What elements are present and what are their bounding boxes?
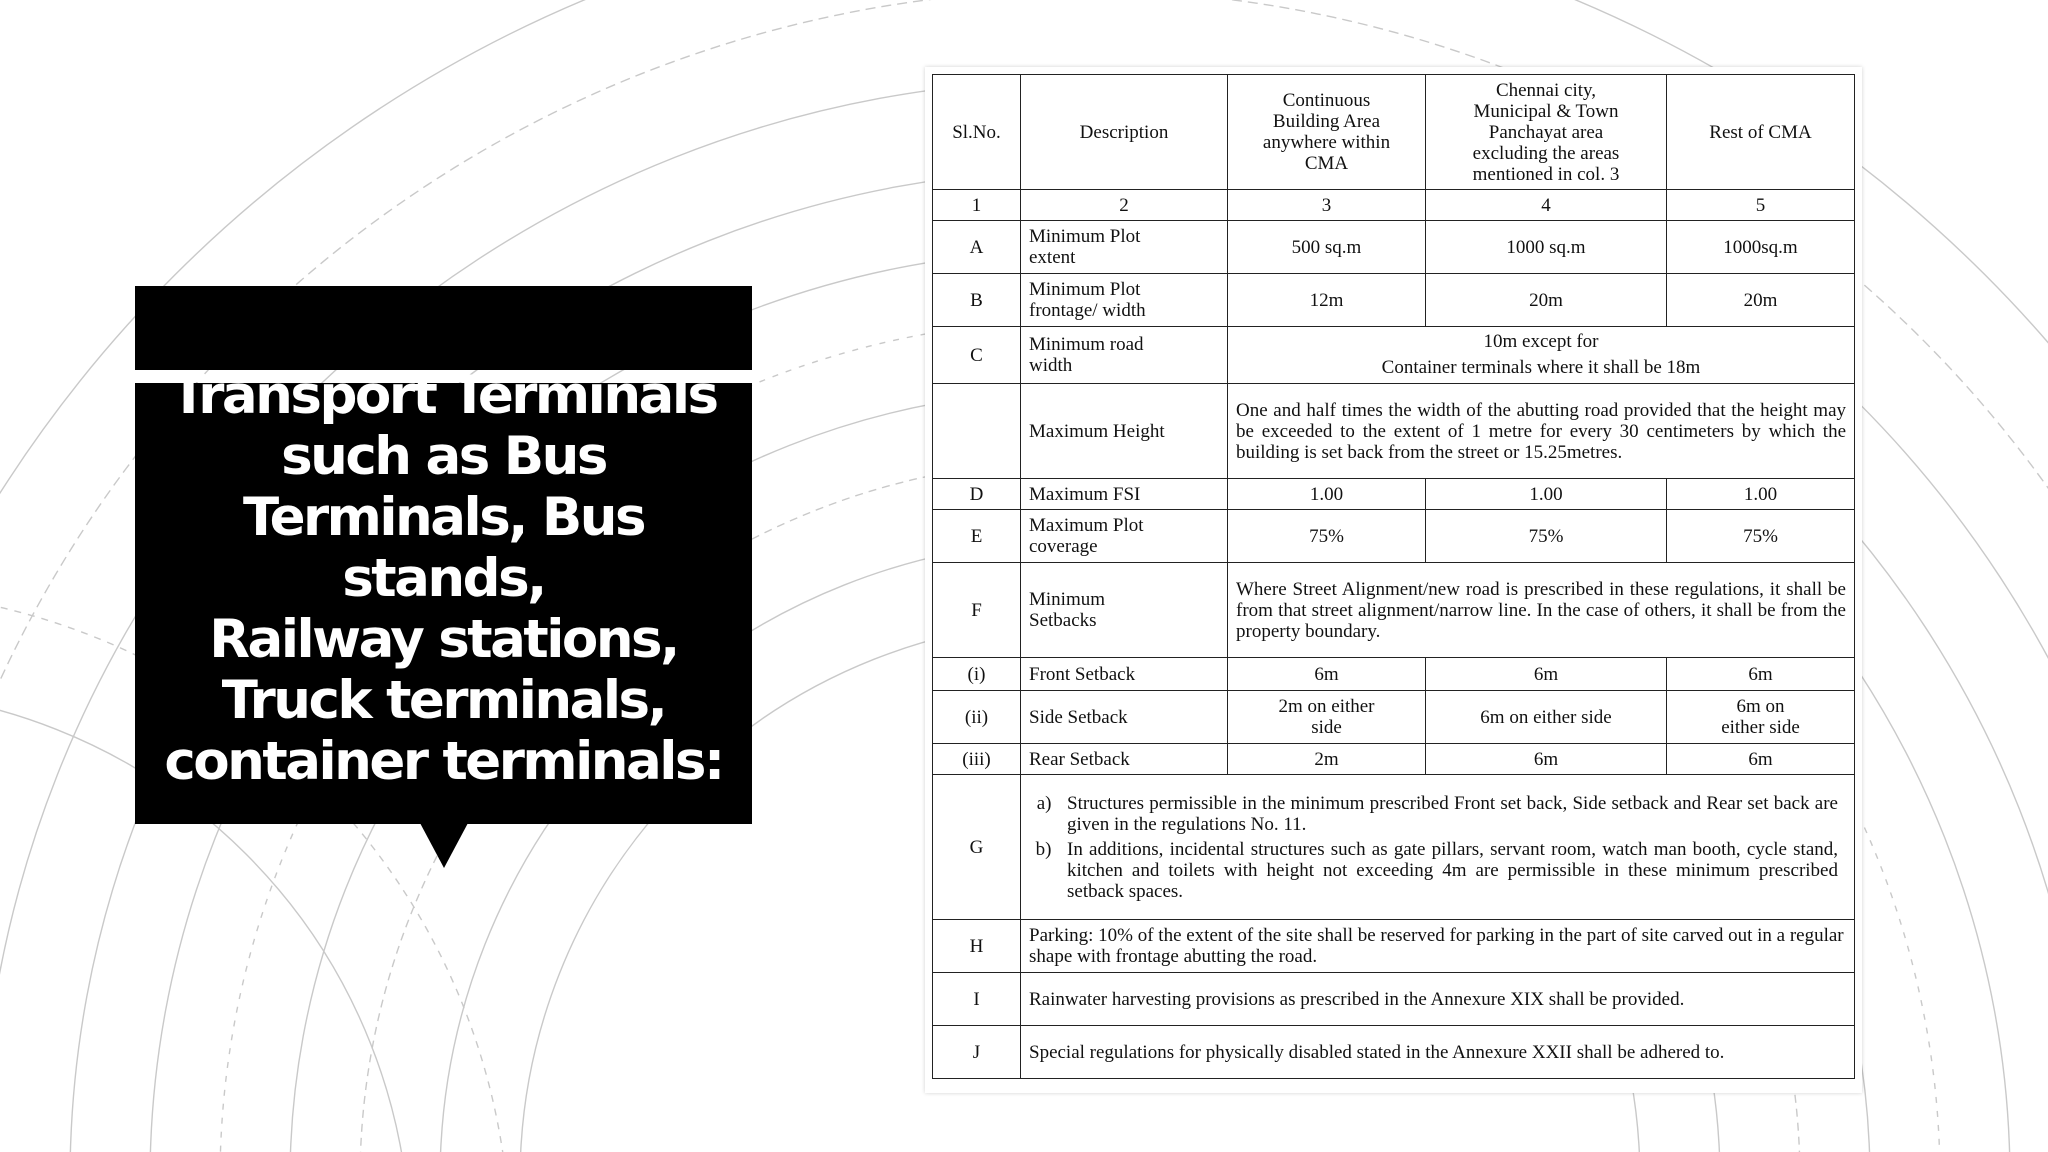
table-row-f — [933, 563, 1855, 658]
column-number-row — [933, 190, 1855, 221]
table-row-h — [933, 920, 1855, 973]
cell-merged: Where Street Alignment/new road is prescribed in these regulations, it shall be from that street alignment/narrow line. In the case of others, it shall be from the property boundary. — [1228, 563, 1855, 658]
cell-merged: 10m except for Container terminals where it shall be 18m — [1228, 327, 1855, 384]
cell-col4: 6m on either side — [1426, 691, 1667, 744]
header-description: Description — [1021, 75, 1228, 190]
cell-col5: 20m — [1667, 274, 1855, 327]
row-sl: F — [933, 563, 1021, 658]
row-description: Maximum FSI — [1021, 479, 1228, 510]
row-description: Side Setback — [1021, 691, 1228, 744]
header-row — [933, 75, 1855, 190]
regulations-table — [932, 74, 1855, 1079]
cell-col4: 1000 sq.m — [1426, 221, 1667, 274]
cell-merged: One and half times the width of the abutting road provided that the height may be exceeded to the extent of 1 metre for every 30 centimeters by which the building is set back from the street or 15.25metres. — [1228, 384, 1855, 479]
row-sl: G — [933, 775, 1021, 920]
header-col5: Rest of CMA — [1667, 75, 1855, 190]
table-row-ii — [933, 691, 1855, 744]
cell-col5: 6m — [1667, 658, 1855, 691]
regulations-table-image — [925, 67, 1862, 1093]
title-callout — [135, 365, 752, 824]
column-number: 1 — [933, 190, 1021, 221]
table-row-d — [933, 479, 1855, 510]
table-row-i — [933, 658, 1855, 691]
cell-merged-list — [1021, 775, 1855, 920]
cell-col4: 75% — [1426, 510, 1667, 563]
row-sl: (iii) — [933, 744, 1021, 775]
row-sl: E — [933, 510, 1021, 563]
table-row-c — [933, 327, 1855, 384]
table-row-a — [933, 221, 1855, 274]
cell-col3: 2m — [1228, 744, 1426, 775]
row-sl — [933, 384, 1021, 479]
cell-col5: 75% — [1667, 510, 1855, 563]
structures-list — [1029, 793, 1838, 902]
cell-merged: Parking: 10% of the extent of the site shall be reserved for parking in the part of site carved out in a regular shape with frontage abutting the road. — [1021, 920, 1855, 973]
cell-col5: 1000sq.m — [1667, 221, 1855, 274]
row-description: Maximum Height — [1021, 384, 1228, 479]
cell-col3: 500 sq.m — [1228, 221, 1426, 274]
table-row-i-rainwater — [933, 973, 1855, 1026]
cell-col5: 6m on either side — [1667, 691, 1855, 744]
table-row-j — [933, 1026, 1855, 1079]
cell-col5: 6m — [1667, 744, 1855, 775]
row-sl: I — [933, 973, 1021, 1026]
cell-col3: 75% — [1228, 510, 1426, 563]
cell-col4: 6m — [1426, 744, 1667, 775]
row-sl: C — [933, 327, 1021, 384]
cell-merged: Special regulations for physically disabled stated in the Annexure XXII shall be adhered to. — [1021, 1026, 1855, 1079]
header-col3: Continuous Building Area anywhere within CMA — [1228, 75, 1426, 190]
cell-col4: 20m — [1426, 274, 1667, 327]
row-description: Rear Setback — [1021, 744, 1228, 775]
table-row-height — [933, 384, 1855, 479]
cell-merged: Rainwater harvesting provisions as prescribed in the Annexure XIX shall be provided. — [1021, 973, 1855, 1026]
header-sl-no: Sl.No. — [933, 75, 1021, 190]
cell-col3: 12m — [1228, 274, 1426, 327]
slide-title: Transport Terminals such as Bus Terminals, Bus stands, Railway stations, Truck terminals, container terminals: — [164, 365, 723, 792]
row-sl: B — [933, 274, 1021, 327]
list-item: b. In additions, incidental structures such as gate pillars, servant room, watch man booth, cycle stand, kitchen and toilets with height not exceeding 4m are permissible in these minimum prescribed setback spaces. — [1061, 839, 1838, 902]
row-description: Minimum Plot frontage/ width — [1021, 274, 1228, 327]
row-sl: D — [933, 479, 1021, 510]
row-sl: H — [933, 920, 1021, 973]
row-description: Front Setback — [1021, 658, 1228, 691]
header-col4: Chennai city, Municipal & Town Panchayat area excluding the areas mentioned in col. 3 — [1426, 75, 1667, 190]
callout-pointer — [420, 823, 468, 868]
row-description: Minimum road width — [1021, 327, 1228, 384]
row-description: Maximum Plot coverage — [1021, 510, 1228, 563]
cell-col3: 2m on either side — [1228, 691, 1426, 744]
row-sl: (i) — [933, 658, 1021, 691]
row-description: Minimum Plot extent — [1021, 221, 1228, 274]
table-row-b — [933, 274, 1855, 327]
column-number: 4 — [1426, 190, 1667, 221]
table-row-iii — [933, 744, 1855, 775]
column-number: 2 — [1021, 190, 1228, 221]
row-sl: A — [933, 221, 1021, 274]
cell-col3: 1.00 — [1228, 479, 1426, 510]
table-row-e — [933, 510, 1855, 563]
row-description: Minimum Setbacks — [1021, 563, 1228, 658]
column-number: 5 — [1667, 190, 1855, 221]
cell-col5: 1.00 — [1667, 479, 1855, 510]
cell-col4: 1.00 — [1426, 479, 1667, 510]
cell-col3: 6m — [1228, 658, 1426, 691]
header-bar — [135, 286, 752, 370]
list-item: a. Structures permissible in the minimum prescribed Front set back, Side setback and Rear set back are given in the regulations No. 11. — [1061, 793, 1838, 835]
column-number: 3 — [1228, 190, 1426, 221]
row-sl: (ii) — [933, 691, 1021, 744]
table-row-g — [933, 775, 1855, 920]
row-sl: J — [933, 1026, 1021, 1079]
cell-col4: 6m — [1426, 658, 1667, 691]
